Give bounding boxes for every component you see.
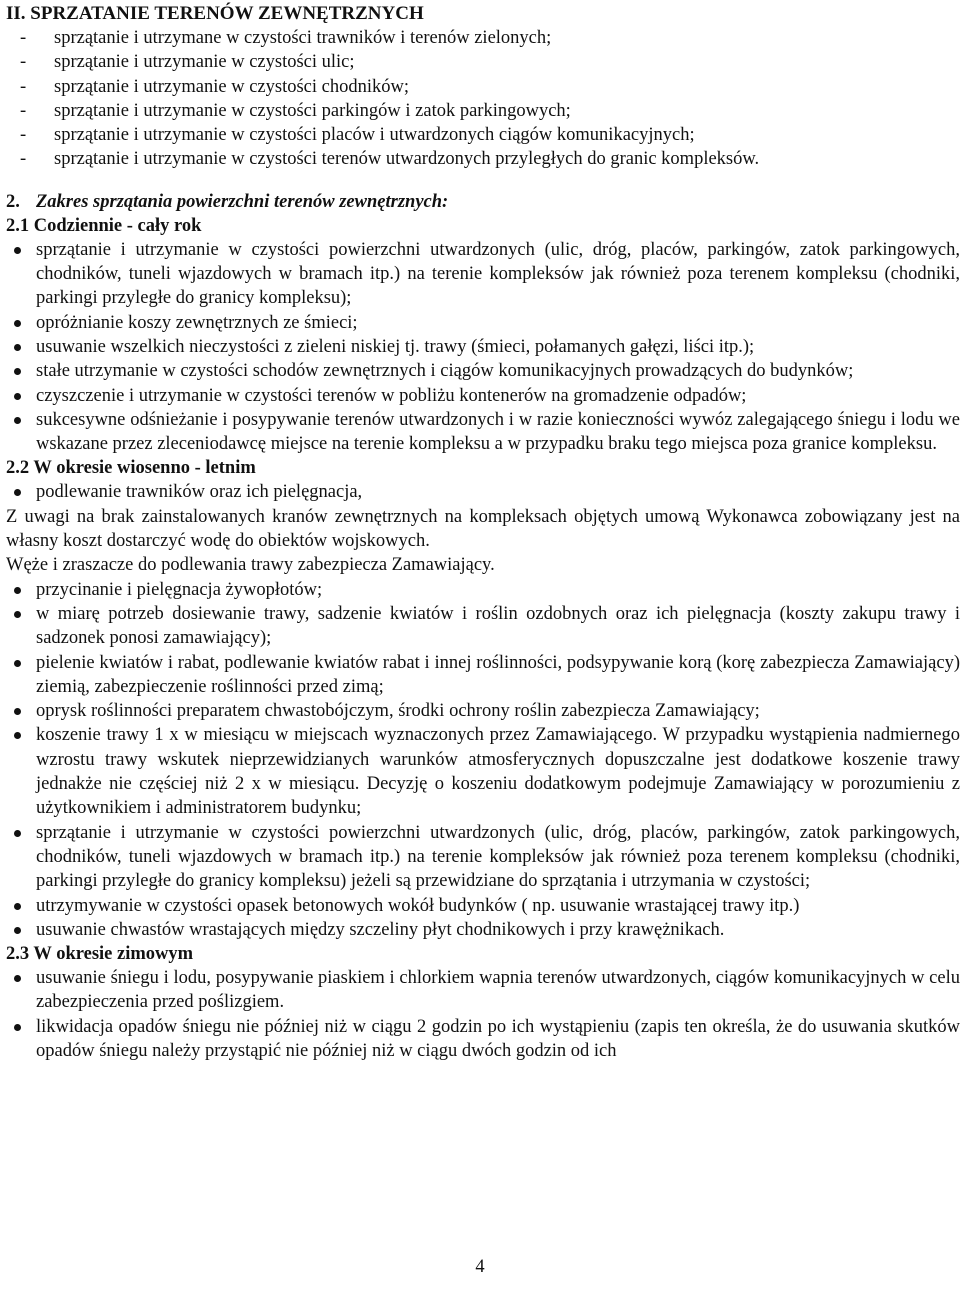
page-number: 4 <box>475 1257 485 1277</box>
bullet-text: przycinanie i pielęgnacja żywopłotów; <box>36 579 323 600</box>
dash-list <box>6 26 960 172</box>
dash-item-text: sprzątanie i utrzymanie w czystości parkingów i zatok parkingowych; <box>54 100 571 121</box>
bullet-item <box>6 821 960 894</box>
bullet-text: utrzymywanie w czystości opasek betonowych wokół budynków ( np. usuwanie wrastającej trawy itp.) <box>36 895 800 916</box>
bullet-text: oprysk roślinności preparatem chwastobójczym, środki ochrony roślin zabezpiecza Zamawiający; <box>36 701 760 722</box>
bullet-text: czyszczenie i utrzymanie w czystości terenów w pobliżu kontenerów na gromadzenie odpadów; <box>36 385 747 406</box>
spring-task-list <box>6 578 960 942</box>
bullet-item <box>6 335 960 359</box>
bullet-item <box>6 408 960 457</box>
bullet-item <box>6 699 960 723</box>
dash-item-text: sprzątanie i utrzymanie w czystości terenów utwardzonych przyległych do granic kompleksów. <box>54 149 760 170</box>
bullet-text: w miarę potrzeb dosiewanie trawy, sadzenie kwiatów i roślin ozdobnych oraz ich pielęgnacja (koszty zakupu trawy i sadzonek ponosi zamawiający); <box>36 603 960 649</box>
bullet-item <box>6 651 960 700</box>
dash-marker: - <box>20 149 27 170</box>
bullet-icon <box>14 417 21 424</box>
bullet-item <box>6 311 960 335</box>
section-title-text: Zakres sprzątania powierzchni terenów zewnętrznych: <box>36 191 449 212</box>
dash-marker: - <box>20 100 27 121</box>
bullet-icon <box>14 247 21 254</box>
water-supply-paragraph: Z uwagi na brak zainstalowanych kranów zewnętrznych na kompleksach objętych umową Wykonawca zobowiązany jest na własny koszt dostarczyć wodę do obiektów wojskowych. <box>6 506 960 552</box>
bullet-icon <box>14 368 21 375</box>
bullet-item <box>6 918 960 942</box>
dash-list-item <box>6 147 960 171</box>
bullet-item <box>6 1015 960 1064</box>
dash-list-item <box>6 123 960 147</box>
subsection-title-winter: 2.3 W okresie zimowym <box>6 944 194 965</box>
bullet-text: pielenie kwiatów i rabat, podlewanie kwiatów rabat i innej roślinności, podsypywanie korą (korę zabezpiecza Zamawiający) ziemią, zabezpieczenie roślinności przed zimą; <box>36 652 960 697</box>
winter-task-list <box>6 966 960 1063</box>
bullet-item <box>6 359 960 383</box>
bullet-item <box>6 480 960 504</box>
dash-list-item <box>6 99 960 123</box>
bullet-icon <box>14 660 21 667</box>
bullet-text: usuwanie chwastów wrastających między szczeliny płyt chodnikowych i przy krawężnikach. <box>36 919 725 940</box>
bullet-icon <box>14 587 21 594</box>
dash-marker: - <box>20 76 27 97</box>
bullet-text: likwidacja opadów śniegu nie później niż w ciągu 2 godzin po ich wystąpieniu (zapis ten określa, że do usuwania skutków opadów śniegu należy przystąpić nie później niż w ciągu dwóch godzin od ich <box>36 1016 960 1061</box>
bullet-icon <box>14 708 21 715</box>
subsection-title-spring-summer: 2.2 W okresie wiosenno - letnim <box>6 458 256 479</box>
bullet-icon <box>14 975 21 982</box>
bullet-text: sukcesywne odśnieżanie i posypywanie terenów utwardzonych i w razie konieczności wywóz zalegającego śniegu i lodu we wskazane przez zleceniodawcę miejsce na terenie kompleksu a w przypadku braku tego miejsca poza granice kompleksu. <box>36 409 960 455</box>
bullet-text: opróżnianie koszy zewnętrznych ze śmieci; <box>36 312 358 333</box>
bullet-item <box>6 602 960 651</box>
dash-item-text: sprzątanie i utrzymane w czystości trawników i terenów zielonych; <box>54 28 552 48</box>
spring-first-list <box>6 480 960 504</box>
dash-list-item <box>6 75 960 99</box>
bullet-icon <box>14 1024 21 1031</box>
subsection-title-daily: 2.1 Codziennie - cały rok <box>6 215 202 236</box>
bullet-icon <box>14 393 21 400</box>
dash-marker: - <box>20 52 27 73</box>
bullet-text: usuwanie śniegu i lodu, posypywanie piaskiem i chlorkiem wapnia terenów utwardzonych, ciągów komunikacyjnych w celu zabezpieczenia przed poślizgiem. <box>36 968 960 1013</box>
bullet-icon <box>14 732 21 739</box>
bullet-text: sprzątanie i utrzymanie w czystości powierzchni utwardzonych (ulic, dróg, placów, parkingów, zatok parkingowych, chodników, tuneli wjazdowych w bramach itp.) na terenie kompleksów jak również poza terenem kompleksu (chodniki, parkingi przyległe do granicy kompleksu); <box>36 239 960 309</box>
section-number: 2. <box>6 191 20 212</box>
bullet-icon <box>14 830 21 837</box>
dash-list-item <box>6 26 960 50</box>
dash-marker: - <box>20 125 27 146</box>
bullet-icon <box>14 927 21 934</box>
chapter-heading: II. SPRZATANIE TERENÓW ZEWNĘTRZNYCH <box>6 3 424 24</box>
dash-list-item <box>6 50 960 74</box>
bullet-icon <box>14 320 21 327</box>
dash-item-text: sprzątanie i utrzymanie w czystości ulic; <box>54 52 355 73</box>
bullet-item <box>6 578 960 602</box>
daily-task-list <box>6 238 960 457</box>
dash-item-text: sprzątanie i utrzymanie w czystości chodników; <box>54 76 409 97</box>
bullet-text: sprzątanie i utrzymanie w czystości powierzchni utwardzonych (ulic, dróg, placów, parkingów, zatok parkingowych, chodników, tuneli wjazdowych w bramach itp.) na terenie kompleksów jak również poza terenem kompleksu (chodniki, parkingi przyległe do granicy kompleksu) jeżeli są przewidziane do sprzątania i utrzymania w czystości; <box>36 822 960 892</box>
bullet-icon <box>14 344 21 351</box>
bullet-text: podlewanie trawników oraz ich pielęgnacja, <box>36 482 363 503</box>
section-title <box>6 190 960 214</box>
bullet-icon <box>14 611 21 618</box>
bullet-icon <box>14 903 21 910</box>
hoses-paragraph: Węże i zraszacze do podlewania trawy zabezpiecza Zamawiający. <box>6 555 495 576</box>
document-page <box>6 0 960 1063</box>
bullet-text: usuwanie wszelkich nieczystości z zieleni niskiej tj. trawy (śmieci, połamanych gałęzi, liści itp.); <box>36 336 755 357</box>
dash-marker: - <box>20 28 27 48</box>
bullet-item <box>6 238 960 311</box>
section-spacer <box>6 172 960 190</box>
bullet-text: koszenie trawy 1 x w miesiącu w miejscach wyznaczonych przez Zamawiającego. W przypadku wystąpienia nadmiernego wzrostu trawy wskutek nieprzewidzianych warunków atmosferycznych dopuszczalne jest dodatkowe koszenie trawy jednakże nie częściej niż 2 x w miesiącu. Decyzję o koszeniu dodatkowym podejmuje Zamawiający w porozumieniu z użytkownikiem i administratorem budynku; <box>36 725 960 819</box>
bullet-item <box>6 966 960 1015</box>
dash-item-text: sprzątanie i utrzymanie w czystości placów i utwardzonych ciągów komunikacyjnych; <box>54 125 695 146</box>
bullet-icon <box>14 489 21 496</box>
bullet-item <box>6 723 960 820</box>
bullet-item <box>6 894 960 918</box>
bullet-item <box>6 384 960 408</box>
bullet-text: stałe utrzymanie w czystości schodów zewnętrznych i ciągów komunikacyjnych prowadzących do budynków; <box>36 361 854 382</box>
